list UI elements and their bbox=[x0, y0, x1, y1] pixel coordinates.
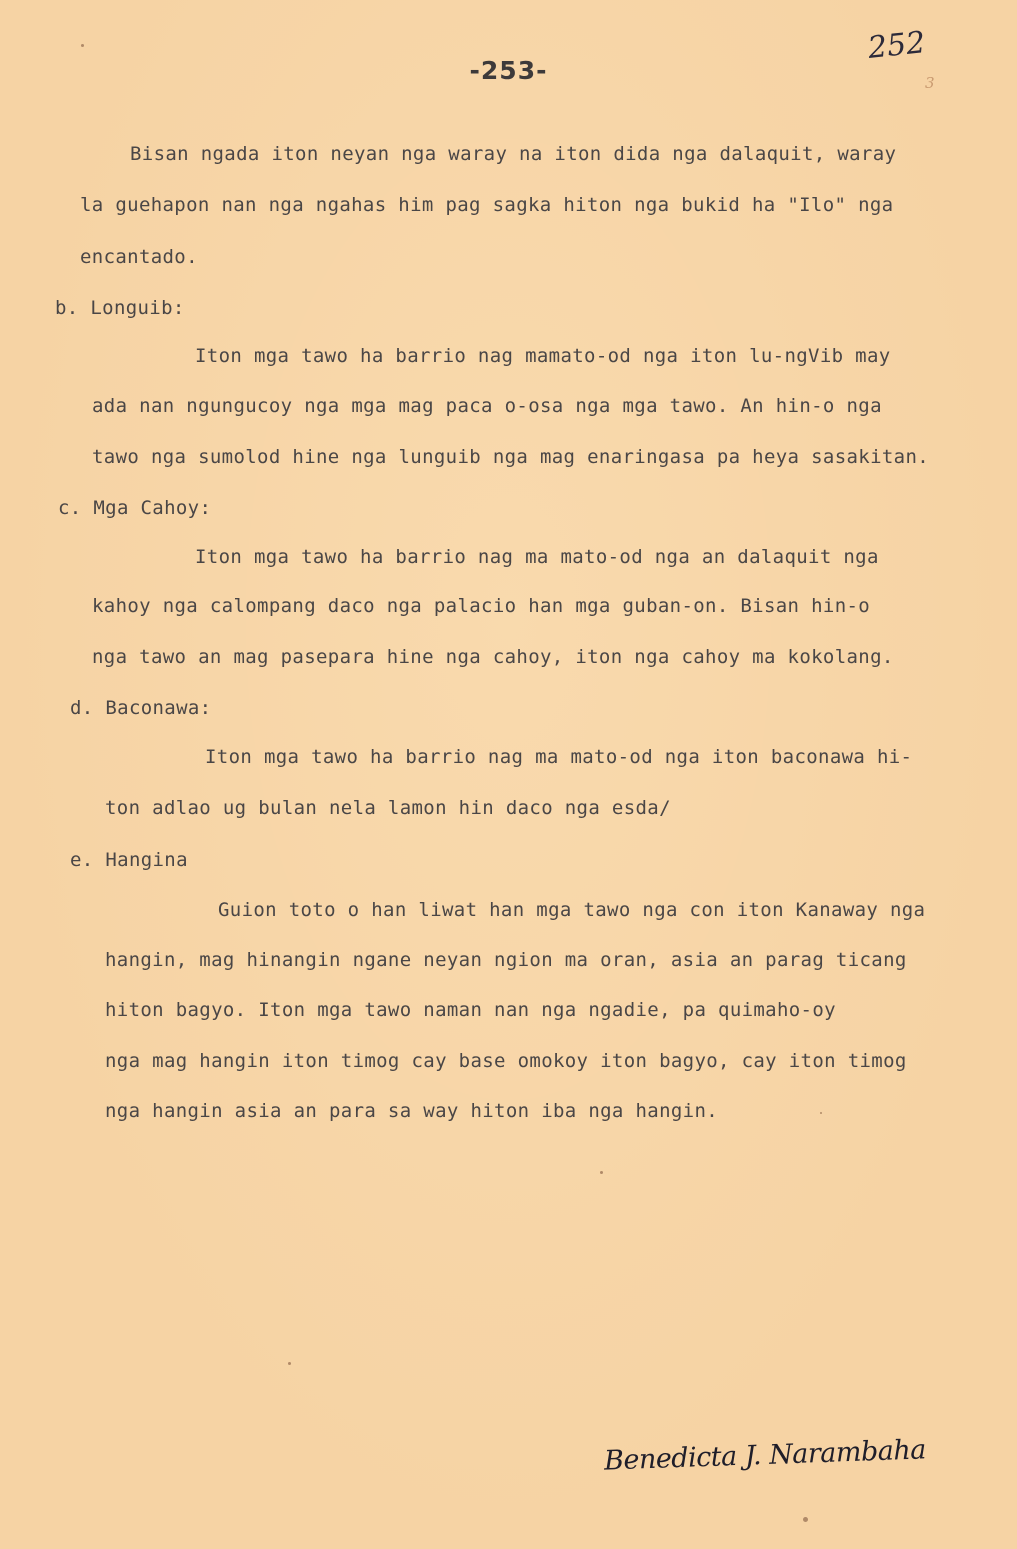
text-line: nga hangin asia an para sa way hiton iba nga hangin. bbox=[105, 1100, 719, 1122]
section-heading-e: e. Hangina bbox=[70, 849, 188, 871]
text-line: la guehapon nan nga ngahas him pag sagka hiton nga bukid ha "Ilo" nga bbox=[80, 194, 894, 216]
archive-mark: 3 bbox=[925, 74, 935, 92]
paper-speck bbox=[81, 44, 84, 47]
text-line: nga tawo an mag pasepara hine nga cahoy, iton nga cahoy ma kokolang. bbox=[92, 646, 894, 668]
text-line: Iton mga tawo ha barrio nag ma mato-od nga iton baconawa hi- bbox=[205, 746, 913, 768]
section-heading-c: c. Mga Cahoy: bbox=[58, 497, 212, 519]
text-line: ton adlao ug bulan nela lamon hin daco nga esda/ bbox=[105, 797, 671, 819]
page-number: -253- bbox=[469, 56, 548, 85]
section-heading-d: d. Baconawa: bbox=[70, 697, 212, 719]
text-line: Iton mga tawo ha barrio nag mamato-od nga iton lu-ngVib may bbox=[195, 345, 891, 367]
paper-speck bbox=[803, 1517, 808, 1522]
section-heading-b: b. Longuib: bbox=[55, 297, 185, 319]
text-line: encantado. bbox=[80, 246, 198, 268]
signature: Benedicta J. Narambaha bbox=[603, 1434, 927, 1477]
text-line: Guion toto o han liwat han mga tawo nga con iton Kanaway nga bbox=[218, 899, 926, 921]
paper-speck bbox=[600, 1171, 603, 1174]
paper-speck bbox=[288, 1362, 291, 1365]
text-line: Bisan ngada iton neyan nga waray na iton dida nga dalaquit, waray bbox=[130, 143, 897, 165]
text-line: hiton bagyo. Iton mga tawo naman nan nga ngadie, pa quimaho-oy bbox=[105, 999, 836, 1021]
archive-number: 252 bbox=[866, 25, 927, 66]
text-line: nga mag hangin iton timog cay base omokoy iton bagyo, cay iton timog bbox=[105, 1050, 907, 1072]
text-line: hangin, mag hinangin ngane neyan ngion ma oran, asia an parag ticang bbox=[105, 949, 907, 971]
text-line: kahoy nga calompang daco nga palacio han mga guban-on. Bisan hin-o bbox=[92, 595, 871, 617]
text-line: tawo nga sumolod hine nga lunguib nga mag enaringasa pa heya sasakitan. bbox=[92, 446, 930, 468]
text-line: ada nan ngungucoy nga mga mag paca o-osa nga mga tawo. An hin-o nga bbox=[92, 395, 882, 417]
paper-speck bbox=[820, 1112, 822, 1114]
text-line: Iton mga tawo ha barrio nag ma mato-od nga an dalaquit nga bbox=[195, 546, 879, 568]
